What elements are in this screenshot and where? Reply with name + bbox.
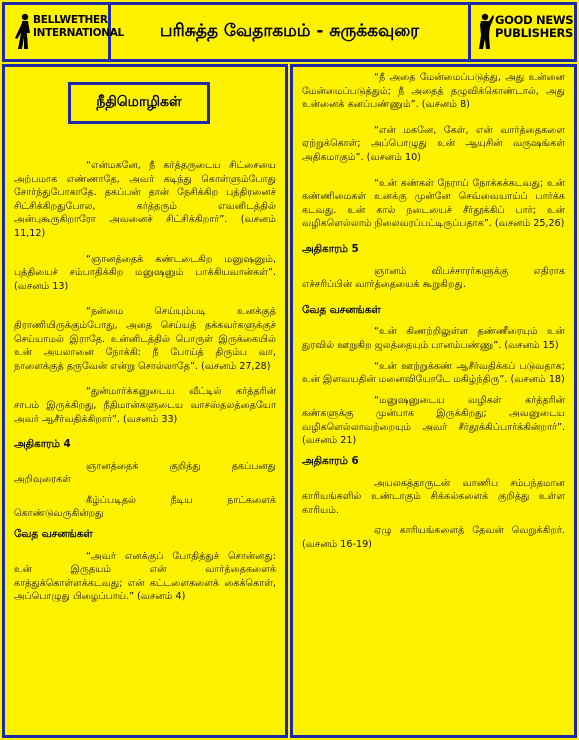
section-heading: வேத வசனங்கள்	[14, 528, 93, 541]
section-heading: வேத வசனங்கள்	[302, 303, 381, 316]
good-news-logo	[468, 5, 574, 59]
left-column	[2, 64, 288, 738]
paragraph: “மனுஷனுடைய வழிகள் கர்த்தரின் கண்களுக்கு முன்பாக இருக்கிறது; அவனுடைய வழிகளெல்லாவற்றையும் அவர் சீர்தூக்கிப்பார்க்கின்றார்”. (வசனம் 21)	[302, 394, 565, 447]
paragraph: அயலகத்தாருடன் வாணிப சம்பந்தமான காரியங்களில் உண்டாகும் சிக்கல்களைக் குறித்து உள்ள காரியம்.	[302, 477, 565, 516]
paragraph: “உன் கிணற்றிலுள்ள தண்ணீரையும் உன் துரவில் ஊறுகிற ஜலத்தையும் பானம்பண்ணு”. (வசனம் 15)	[302, 326, 565, 351]
paragraph: கீழ்ப்படிதல் நீடிய நாட்களைக் கொண்டுவருகின்றது	[14, 494, 276, 520]
paragraph: “நீ அதை மேன்மைப்படுத்து, அது உன்னை மேன்மைப்படுத்தும்; நீ அதைத் தழுவிக்கொண்டால், அது உன்னைக் கனப்பண்ணும்”. (வசனம் 8)	[302, 72, 565, 111]
paragraph: “நன்மை செய்யும்படி உனக்குத் திராணியிருக்கும்போது, அதை செய்யத் தக்கவர்களுக்குச் செய்யாமல் இராதே. உன்னிடத்தில் பொருள் இருக்கையில் உன் அயலானை நோக்கி: நீ போய்த் திரும்ப வா, நாளைக்குத் தருவேன் என்று சொல்லாதே”. (வசனம் 27,28)	[14, 306, 276, 372]
paragraph: “உன் கண்கள் நேராய் நோக்கக்கடவது; உன் கண்ணிமைகள் உனக்கு முன்னே செவ்வையாய்ப் பார்க்க கடவது. உன் கால் நடையைச் சீர்தூக்கிப் பார்; உன் வழிகளெல்லாம் நிலைவரப்பட்டிருப்பதாக”. (வசனம் 25,26)	[302, 177, 565, 230]
page-header	[2, 2, 577, 62]
left-column-text	[14, 159, 276, 616]
chapter-heading: அதிகாரம் 6	[302, 455, 359, 468]
right-column	[290, 64, 577, 738]
paragraph: ஏழு காரியங்களைத் தேவன் வெறுக்கிறர். (வசனம் 16-19)	[302, 525, 565, 551]
chapter-heading: அதிகாரம் 4	[14, 438, 71, 451]
paragraph: “என் மகனே, கேள், என் வார்த்தைகளை ஏற்றுக்கொள்; அப்பொழுது உன் ஆயுசின் வருஷங்கள் அதிகமாகும்”. (வசனம் 10)	[302, 124, 565, 163]
right-column-text	[302, 71, 565, 564]
paragraph: “துன்மார்க்கனுடைய வீட்டில் கர்த்தரின் சாபம் இருக்கிறது, நீதிமான்களுடைய வாசஸ்தலத்தையோ அவர் ஆசீர்வதிக்கிறார்”. (வசனம் 33)	[14, 386, 276, 425]
paragraph: “என்மகனே, நீ கர்த்தருடைய சிட்சையை அற்பமாக எண்ணாதே, அவர் கடிந்து கொள்ளும்போது சோர்ந்துபோகாதே. தகப்பன் தான் நேசிக்கிற புத்திரனைச் சிட்சிக்கிறதுபோல, கர்த்தரும் எவனிடத்தில் அன்புகூருகிறாரோ அவனைச் சிட்சிக்கிறார்”. (வசனம் 11,12)	[14, 160, 276, 239]
bellwether-figure-icon	[13, 13, 33, 51]
paragraph: “உன் ஊற்றுக்கண் ஆசீர்வதிக்கப் படுவதாக; உன் இளவயதின் மனைவியோடே மகிழ்ந்திரு”. (வசனம் 18)	[302, 360, 565, 386]
paragraph: ஞானத்தைக் குறித்து தகப்பனது அறிவுரைகள்	[14, 460, 276, 486]
header-title: பரிசுத்த வேதாகமம் - சுருக்கவுரை	[159, 21, 420, 41]
bellwether-logo	[5, 5, 124, 59]
chapter-heading: அதிகாரம் 5	[302, 242, 359, 255]
book-title: நீதிமொழிகள்	[68, 82, 210, 124]
bellwether-logo-text: BELLWETHER INTERNATIONAL	[33, 14, 124, 39]
paragraph: ஞானம் விபச்சாரர்களுக்கு எதிராக எச்சரிப்பின் வார்த்தையைக் கூறுகிறது.	[302, 265, 565, 291]
paragraph: “அவர் எனக்குப் போதித்துச் சொன்னது: உன் இருதயம் என் வார்த்தைகளைக் காத்துக்கொள்ளக்கடவது; என் கட்டளைகளைக் கைக்கொள், அப்பொழுது பிழைப்பாய்.” (வசனம் 4)	[14, 550, 276, 603]
good-news-logo-text: GOOD NEWS PUBLISHERS	[495, 13, 574, 40]
good-news-figure-icon	[475, 13, 495, 51]
paragraph: “ஞானத்தைக் கண்டடைகிற மனுஷனும், புத்தியைச் சம்பாதிக்கிற மனுஷனும் பாக்கியவான்கள்”. (வசனம் 13)	[14, 253, 276, 292]
